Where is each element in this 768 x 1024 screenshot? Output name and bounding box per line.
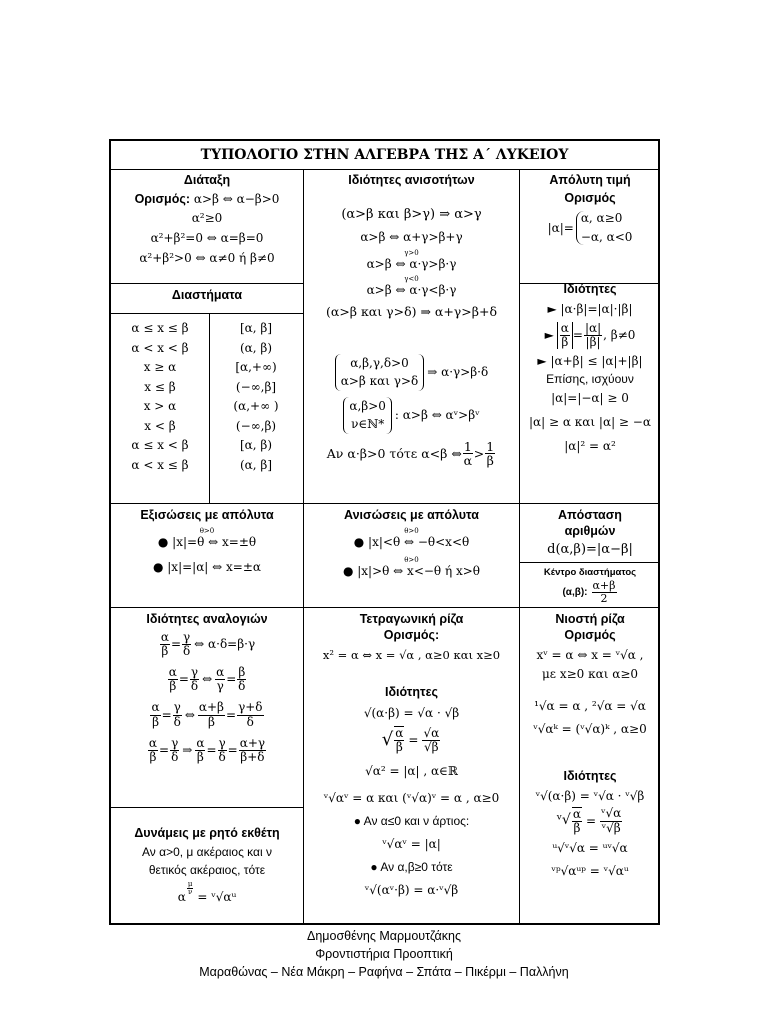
- interval-inequality: α < x < β: [131, 340, 189, 355]
- absolute-case-2: −α, α<0: [580, 230, 633, 245]
- nth-prop-3: ᵛ√(α·β) = ᵛ√α · ᵛ√β: [535, 788, 645, 803]
- absolute-also-text: Επίσης, ισχύουν: [546, 372, 634, 387]
- reciprocal-den-b: β: [486, 453, 494, 469]
- sqrt-prop-5: ● Αν α≤0 και ν άρτιος:: [353, 813, 470, 828]
- absolute-props-heading: Ιδιότητες: [563, 282, 617, 297]
- nth-heading: Νιοστή ρίζα: [555, 612, 625, 626]
- interval-inequality: α < x ≤ β: [131, 457, 189, 472]
- ordering-line-3: α²+β²=0 ⇔ α=β=0: [150, 231, 264, 246]
- inequality-cond-positive-ab: α,β>0: [349, 398, 386, 413]
- inequality-cond-pos: γ>0: [404, 248, 419, 257]
- absolute-prop-2-num: α: [560, 320, 569, 335]
- sqrt-prop-3: √α² = |α| , α∈ℝ: [365, 763, 458, 778]
- absolute-prop-4: |α|=|−α| ≥ 0: [551, 391, 629, 406]
- nth-prop-4: ᵛ√ $\frac{\alpha}{\beta}$ = $\frac{\text{ᵛ√α}}{\text{ᵛ√β}}$: [556, 806, 622, 836]
- abs-ineq-heading: Ανισώσεις με απόλυτα: [344, 508, 479, 522]
- distance-formula: d(α,β)=|α−β|: [547, 542, 633, 558]
- inequality-line-2: α>β ⇔ α+γ>β+γ: [360, 229, 463, 244]
- interval-row: [111, 358, 303, 378]
- equations-cond: θ>0: [199, 526, 215, 535]
- abs-ineq-cond-2: θ>0: [404, 555, 419, 564]
- absolute-prop-2-abs-den: |β|: [585, 335, 601, 350]
- intervals-table: [111, 319, 303, 475]
- interval-notation: [α, β): [239, 438, 273, 452]
- interval-inequality: x ≥ α: [143, 360, 177, 374]
- inequality-cond-natural: ν∈ℕ*: [351, 416, 385, 431]
- cell-proportions: [111, 608, 304, 808]
- inequality-power-result: : α>β ⇔ αᵛ>βᵛ: [394, 407, 480, 422]
- nth-def-1: xᵛ = α ⇔ x = ᵛ√α ,: [536, 648, 644, 663]
- interval-row: [111, 417, 303, 437]
- interval-notation: (α,+∞ ): [233, 399, 279, 413]
- absolute-definition: Ορισμός: [564, 190, 616, 205]
- ordering-line-1: α>β ⇔ α−β>0: [193, 191, 280, 206]
- powers-text-2: θετικός ακέραιος, τότε: [148, 862, 266, 877]
- interval-inequality: x > α: [143, 399, 177, 413]
- inequality-heading: Ιδιότητες ανισοτήτων: [348, 173, 475, 187]
- reciprocal-num-2: 1: [486, 438, 495, 454]
- absolute-prop-3: ► |α+β| ≤ |α|+|β|: [537, 354, 643, 369]
- sqrt-def-line: x² = α ⇔ x = √α , α≥0 και x≥0: [322, 648, 501, 663]
- interval-notation: (−∞,β]: [235, 379, 277, 394]
- interval-inequality: α ≤ x < β: [131, 438, 189, 452]
- nth-prop-5: ᵘ√ᵛ√α = ᵘᵛ√α: [552, 841, 628, 856]
- formula-sheet-table: [109, 139, 660, 925]
- sqrt-prop-7: ● Αν α,β≥0 τότε: [370, 859, 453, 874]
- inequality-line-1: (α>β και β>γ) ⇒ α>γ: [341, 206, 482, 222]
- interval-row: [111, 378, 303, 398]
- abs-ineq-cond-1: θ>0: [404, 526, 419, 535]
- inequality-line-3: α>β ⇔ α·γ>β·γ: [366, 256, 457, 271]
- ordering-line-2: α²≥0: [191, 211, 223, 226]
- abs-ineq-line-1: ● |x|<θ ⇔ −θ<x<θ: [353, 534, 470, 549]
- nth-prop-2: ᵛ√αᵏ = (ᵛ√α)ᵏ , α≥0: [533, 722, 647, 737]
- ordering-definition-label: Ορισμός:: [134, 191, 191, 206]
- inequality-line-4: α>β ⇔ α·γ<β·γ: [366, 282, 457, 297]
- inequality-cond-neg: γ<0: [404, 274, 419, 283]
- interval-inequality: x ≤ β: [144, 379, 176, 394]
- ordering-line-4: α²+β²>0 ⇔ α≠0 ή β≠0: [139, 251, 275, 266]
- center-numerator: α+β: [592, 579, 616, 593]
- powers-heading: Δυνάμεις με ρητό εκθέτη: [134, 826, 280, 840]
- absolute-prop-5: |α| ≥ α και |α| ≥ −α: [529, 415, 651, 430]
- absolute-prop-2-marker: ►: [544, 328, 554, 343]
- interval-notation: [α,+∞): [235, 360, 277, 374]
- interval-row: [111, 319, 303, 339]
- ordering-heading: Διάταξη: [183, 173, 231, 187]
- interval-notation: (−∞,β): [235, 418, 277, 433]
- powers-exp-den: ν: [187, 888, 193, 897]
- inequality-line-5: (α>β και γ>δ) ⇒ α+γ>β+δ: [326, 303, 497, 319]
- powers-text-1: Αν α>0, μ ακέραιος και ν: [142, 844, 272, 859]
- powers-base: α: [177, 890, 186, 904]
- absolute-prop-2-den: β: [561, 335, 569, 350]
- sqrt-props-heading: Ιδιότητες: [384, 684, 439, 699]
- cell-nth-root: [520, 608, 660, 925]
- equations-line-1: ● |x|=θ ⇔ x=±θ: [157, 534, 257, 549]
- proportion-rule-2: $\frac{\alpha}{\beta}$ = $\frac{\gamma}{\delta}$ ⇔ $\frac{\alpha}{\gamma}$ = $\frac{\beta}{\delta}$: [168, 665, 246, 694]
- cell-distance: [520, 504, 660, 608]
- interval-row: [111, 397, 303, 417]
- interval-inequality: α ≤ x ≤ β: [131, 321, 189, 335]
- sqrt-definition: Ορισμός:: [383, 627, 440, 642]
- cell-intervals: [111, 284, 304, 504]
- interval-inequality: x < β: [144, 418, 176, 433]
- cell-abs-inequalities: [304, 504, 520, 608]
- absolute-prop-1: ► |α·β|=|α|·|β|: [547, 301, 633, 316]
- inequality-product-result: ⇒ α·γ>β·δ: [427, 364, 489, 379]
- inequality-cond-all-positive: α,β,γ,δ>0: [350, 355, 409, 370]
- proportion-rule-4: $\frac{\alpha}{\beta}$ = $\frac{\gamma}{\delta}$ ⇒ $\frac{\alpha}{\beta}$ = $\frac{\gamma}{\delta}$ = $\frac{\alpha+\gamma}{\beta+\delta}$: [148, 735, 266, 764]
- powers-rhs: = ᵛ√αᵘ: [197, 890, 237, 904]
- interval-notation: [α, β]: [239, 321, 273, 335]
- absolute-prop-2-abs-num: |α|: [584, 320, 602, 335]
- proportions-heading: Ιδιότητες αναλογιών: [146, 612, 268, 626]
- center-denominator: 2: [600, 592, 608, 606]
- cell-abs-equations: [111, 504, 304, 608]
- interval-notation: (α, β): [239, 340, 273, 355]
- sqrt-prop-1: √(α·β) = √α · √β: [363, 706, 460, 721]
- distance-heading-2: αριθμών: [564, 523, 616, 538]
- inequality-reciprocal-text: Αν α·β>0 τότε α<β ⇔: [326, 445, 462, 461]
- equations-heading: Εξισώσεις με απόλυτα: [140, 508, 274, 522]
- cell-rational-powers: [111, 808, 304, 925]
- inequality-cond-pair: α>β και γ>δ: [340, 373, 419, 388]
- sqrt-prop-6: ᵛ√αᵛ = |α|: [382, 836, 441, 851]
- nth-def-2: με x≥0 και α≥0: [541, 667, 639, 682]
- cell-inequality-properties: Ιδιότητες ανισοτήτων (α>β και β>γ) ⇒ α>γ α>β ⇔ α+γ>β+γ γ>0 α>β ⇔ α·γ>β·γ γ<0 α>β ⇔ α·γ<β·γ (α>β και γ>δ) ⇒ α+γ>β+δ α,β,γ,δ>0 α>β και γ>δ ⇒ α·γ>β·δ α,β>0 ν∈ℕ* : α>β ⇔ αᵛ>βᵛ Αν α·β>0 τότε α<β ⇔ $\frac{1}{\alpha}$ > $\frac{1}{\beta}$: [304, 169, 520, 504]
- footer-author: Δημοσθένης Μαρμουτζάκης: [306, 929, 462, 943]
- interval-notation: (α, β]: [239, 457, 273, 472]
- sqrt-prop-8: ᵛ√(αᵛ·β) = α·ᵛ√β: [364, 882, 459, 897]
- interval-row: [111, 436, 303, 456]
- cell-absolute-value: Απόλυτη τιμή Ορισμός |α|= α, α≥0 −α, α<0 Ιδιότητες ► |α·β|=|α|·|β| ► $\frac{\alpha}{\beta}$ = $\frac{|\alpha|}{|\beta|}$ , β≠0 ► |α+β| ≤ |α|+|β| Επίσης, ισχύουν |α|=|−α| ≥ 0 |α| ≥ α και |α| ≥ −α |α|² = α²: [520, 169, 660, 504]
- interval-row: [111, 339, 303, 359]
- absolute-case-1: α, α≥0: [580, 211, 623, 226]
- nth-prop-6: ᵛᵖ√αᵘᵖ = ᵛ√αᵘ: [551, 864, 629, 879]
- absolute-heading: Απόλυτη τιμή: [549, 173, 631, 187]
- sqrt-prop-2: √ $\frac{\alpha}{\beta}$ = $\frac{√\alpha}{√\beta}$: [381, 725, 440, 755]
- sqrt-heading: Τετραγωνική ρίζα: [359, 612, 464, 626]
- sheet-title: ΤΥΠΟΛΟΓΙΟ ΣΤΗΝ ΑΛΓΕΒΡΑ ΤΗΣ Α΄ ΛΥΚΕΙΟΥ: [111, 141, 658, 170]
- proportion-rule-1: $\frac{\alpha}{\beta}$ = $\frac{\gamma}{\delta}$ ⇔ α·δ=β·γ: [160, 629, 256, 658]
- sqrt-prop-4: ᵛ√αᵛ = α και (ᵛ√α)ᵛ = α , α≥0: [323, 790, 500, 805]
- nth-prop-1: ¹√α = α , ²√α = √α: [534, 699, 646, 714]
- equations-line-2: ● |x|=|α| ⇔ x=±α: [152, 559, 262, 574]
- absolute-prop-2-tail: , β≠0: [603, 328, 636, 343]
- interval-row: [111, 456, 303, 476]
- abs-ineq-line-2: ● |x|>θ ⇔ x<−θ ή x>θ: [342, 563, 481, 578]
- distance-heading-1: Απόσταση: [558, 508, 622, 522]
- reciprocal-num-1: 1: [463, 438, 472, 454]
- intervals-heading: Διαστήματα: [111, 284, 303, 314]
- reciprocal-den-a: α: [463, 453, 473, 469]
- absolute-def-lhs: |α|=: [547, 220, 574, 235]
- center-label: (α,β):: [562, 586, 588, 598]
- cell-ordering: [111, 169, 304, 284]
- nth-props-heading: Ιδιότητες: [563, 769, 617, 784]
- nth-definition: Ορισμός: [564, 627, 616, 642]
- proportion-rule-3: $\frac{\alpha}{\beta}$ = $\frac{\gamma}{\delta}$ ⇔ $\frac{\alpha+\beta}{\beta}$ = $\frac{\gamma+\delta}{\delta}$: [151, 700, 263, 729]
- powers-exp-num: μ: [187, 879, 193, 888]
- center-heading: Κέντρο διαστήματος: [543, 566, 637, 578]
- footer-school: Φροντιστήρια Προοπτική: [315, 947, 453, 961]
- absolute-prop-6: |α|² = α²: [564, 439, 616, 454]
- footer-locations: Μαραθώνας – Νέα Μάκρη – Ραφήνα – Σπάτα – Πικέρμι – Παλλήνη: [199, 965, 569, 979]
- cell-square-root: [304, 608, 520, 925]
